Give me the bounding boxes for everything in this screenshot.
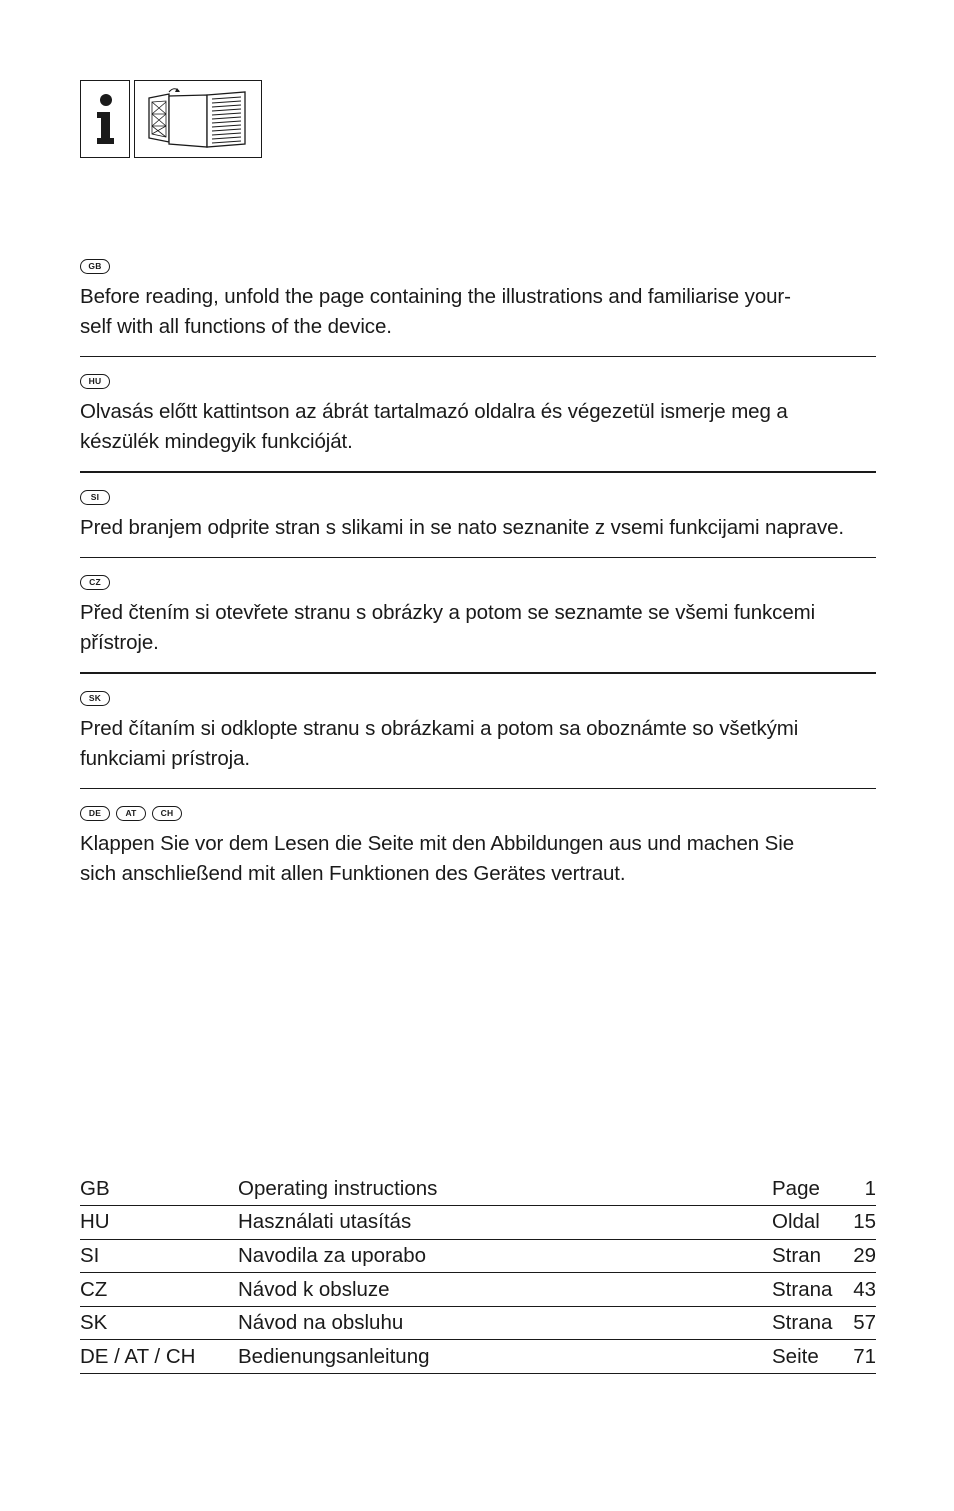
note-text: Olvasás előtt kattintson az ábrát tartalmazó oldalra és végezetül ismerje meg a készülék mindegyik funkcióját. xyxy=(80,400,788,453)
toc-title: Návod na obsluhu xyxy=(238,1311,404,1335)
info-icon xyxy=(80,80,130,158)
language-notes xyxy=(80,254,876,903)
toc-language-code: HU xyxy=(80,1210,110,1234)
note-hu xyxy=(80,356,876,471)
toc-page-number: 29 xyxy=(853,1243,876,1267)
language-badge: SI xyxy=(80,490,110,505)
note-text: Pred čítaním si odklopte stranu s obrázkami a potom sa oboznámte so všetkými funkciami prístroja. xyxy=(80,717,799,770)
fold-out-page-icon xyxy=(134,80,262,158)
note-si xyxy=(80,471,876,557)
toc-row[interactable] xyxy=(80,1340,876,1374)
toc-title: Návod k obsluze xyxy=(238,1277,390,1301)
language-badge: GB xyxy=(80,259,110,274)
toc-page-number: 57 xyxy=(853,1311,876,1335)
toc-row[interactable] xyxy=(80,1239,876,1273)
toc-title: Navodila za uporabo xyxy=(238,1243,427,1267)
toc-row[interactable] xyxy=(80,1273,876,1307)
toc-row[interactable] xyxy=(80,1172,876,1206)
language-badge: HU xyxy=(80,374,110,389)
toc-page-number: 43 xyxy=(853,1277,876,1301)
language-badge: CH xyxy=(152,806,182,821)
note-cz xyxy=(80,557,876,672)
toc-language-code: SK xyxy=(80,1311,108,1335)
note-sk xyxy=(80,672,876,788)
toc-page-word: Stran xyxy=(772,1243,821,1267)
toc-language-code: SI xyxy=(80,1243,100,1267)
note-gb xyxy=(80,254,876,356)
toc-title: Használati utasítás xyxy=(238,1210,412,1234)
toc-page-number: 71 xyxy=(853,1344,876,1368)
toc-page-word: Strana xyxy=(772,1311,833,1335)
toc-page-number: 1 xyxy=(864,1176,876,1200)
toc-row[interactable] xyxy=(80,1206,876,1240)
table-of-contents xyxy=(80,1172,876,1374)
toc-title: Bedienungsanleitung xyxy=(238,1344,430,1368)
language-badge: AT xyxy=(116,806,146,821)
toc-page-number: 15 xyxy=(853,1210,876,1234)
toc-row[interactable] xyxy=(80,1306,876,1340)
toc-page-word: Page xyxy=(772,1176,820,1200)
language-badge: SK xyxy=(80,691,110,706)
toc-language-code: DE / AT / CH xyxy=(80,1344,196,1368)
note-text: Before reading, unfold the page containing the illustrations and familiarise your- self with all functions of the device. xyxy=(80,285,791,338)
toc-language-code: CZ xyxy=(80,1277,108,1301)
language-badge: CZ xyxy=(80,575,110,590)
language-badge: DE xyxy=(80,806,110,821)
toc-page-word: Seite xyxy=(772,1344,819,1368)
toc-page-word: Oldal xyxy=(772,1210,820,1234)
toc-title: Operating instructions xyxy=(238,1176,438,1200)
note-de-at-ch xyxy=(80,788,876,903)
note-text: Klappen Sie vor dem Lesen die Seite mit den Abbildungen aus und machen Sie sich anschließend mit allen Funktionen des Gerätes vertraut. xyxy=(80,832,795,885)
toc-language-code: GB xyxy=(80,1176,110,1200)
toc-page-word: Strana xyxy=(772,1277,833,1301)
note-text: Pred branjem odprite stran s slikami in se nato seznanite z vsemi funkcijami naprave. xyxy=(80,516,845,539)
note-text: Před čtením si otevřete stranu s obrázky a potom se seznamte se všemi funkcemi přístroje. xyxy=(80,601,816,654)
